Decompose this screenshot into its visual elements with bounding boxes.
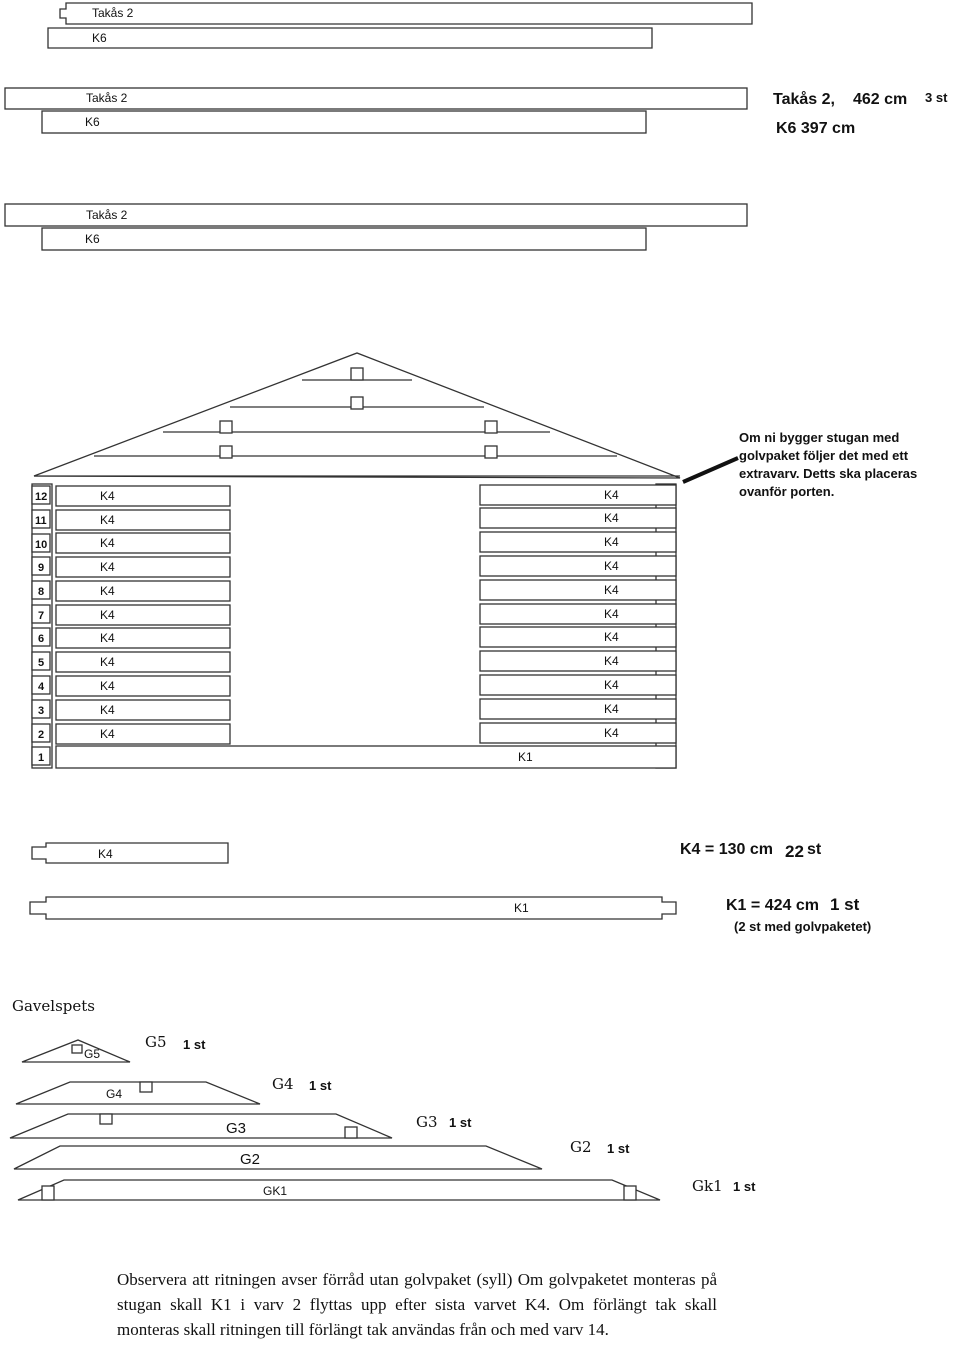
note-line: golvpaket följer det med ett xyxy=(739,448,909,463)
gk1-inner-label: GK1 xyxy=(263,1184,288,1198)
k4-label: K4 xyxy=(604,583,619,597)
k4-label: K4 xyxy=(100,608,115,622)
gable-wall-section xyxy=(32,353,917,768)
takas-board xyxy=(60,3,752,24)
k4-board xyxy=(56,652,230,672)
k4-label: K4 xyxy=(604,630,619,644)
roof-board-pair xyxy=(48,3,752,48)
k4-board xyxy=(480,604,676,624)
row-number: 3 xyxy=(38,705,45,717)
k6-board xyxy=(42,111,646,133)
gk1-piece xyxy=(18,1180,660,1200)
g3-name: G3 xyxy=(416,1113,438,1131)
takas-spec-length: 462 cm xyxy=(853,91,908,108)
k4-label: K4 xyxy=(604,559,619,573)
g3-qty: 1 st xyxy=(449,1115,472,1130)
g4-piece xyxy=(16,1082,260,1104)
k4-board xyxy=(480,580,676,600)
g2-name: G2 xyxy=(570,1138,592,1156)
k4-label: K4 xyxy=(100,513,115,527)
k4-label: K4 xyxy=(604,535,619,549)
k4-label: K4 xyxy=(604,654,619,668)
k1-part-label: K1 xyxy=(514,901,529,915)
row-number: 6 xyxy=(38,633,45,645)
k4-label: K4 xyxy=(100,584,115,598)
k6-label: K6 xyxy=(85,232,100,246)
takas-label: Takås 2 xyxy=(86,91,128,105)
g2-inner-label: G2 xyxy=(240,1151,261,1168)
gable-pieces-section xyxy=(10,997,756,1200)
k4-board xyxy=(56,557,230,577)
g5-inner-label: G5 xyxy=(84,1047,101,1061)
k4-part-label: K4 xyxy=(98,847,113,861)
parts-section xyxy=(30,841,871,934)
k1-qty: 1 st xyxy=(830,895,860,914)
k4-board xyxy=(56,724,230,744)
g4-name: G4 xyxy=(272,1075,294,1093)
k6-label: K6 xyxy=(85,115,100,129)
k4-board xyxy=(480,508,676,528)
k4-board xyxy=(56,605,230,625)
g3-piece xyxy=(10,1114,392,1138)
k4-board xyxy=(480,699,676,719)
footnote-caption: Observera att ritningen avser förråd utan golvpaket (syll) Om golvpaketet monteras på stugan skall K1 i varv 2 flyttas upp efter sista varvet K4. Om förlängt tak skall monteras skall ritningen till förlängt tak användas från och med varv 14. xyxy=(117,1270,717,1339)
k4-board xyxy=(56,676,230,696)
takas-label: Takås 2 xyxy=(92,6,134,20)
k6-board xyxy=(48,28,652,48)
takas-spec-text: Takås 2, xyxy=(773,91,835,108)
k1-note: (2 st med golvpaketet) xyxy=(734,919,872,934)
note-line: ovanför porten. xyxy=(739,484,835,499)
k4-board xyxy=(480,723,676,743)
g5-qty: 1 st xyxy=(183,1037,206,1052)
k4-board xyxy=(56,510,230,530)
k4-spec: K4 = 130 cm xyxy=(680,841,773,858)
k4-label: K4 xyxy=(100,536,115,550)
k4-board xyxy=(56,628,230,648)
k4-part xyxy=(32,843,228,863)
left-k4-column xyxy=(56,486,230,744)
gable-title: Gavelspets xyxy=(12,997,95,1015)
k4-label: K4 xyxy=(100,631,115,645)
g4-inner-label: G4 xyxy=(106,1087,123,1101)
k4-board xyxy=(56,700,230,720)
k4-label: K4 xyxy=(604,678,619,692)
g3-inner-label: G3 xyxy=(226,1120,247,1137)
note-arrow xyxy=(683,458,738,482)
row-number: 1 xyxy=(38,752,45,764)
k4-board xyxy=(480,651,676,671)
k1-label: K1 xyxy=(518,750,533,764)
k4-label: K4 xyxy=(604,726,619,740)
k4-label: K4 xyxy=(100,489,115,503)
takas-label: Takås 2 xyxy=(86,208,128,222)
k1-spec: K1 = 424 cm xyxy=(726,897,819,914)
g2-piece xyxy=(14,1146,542,1169)
k4-label: K4 xyxy=(604,488,619,502)
k4-board xyxy=(56,581,230,601)
row-number: 4 xyxy=(38,681,45,693)
gable-triangle xyxy=(34,353,680,478)
k6-label: K6 xyxy=(92,31,107,45)
k1-part xyxy=(30,897,676,919)
row-number: 12 xyxy=(35,491,48,503)
gk1-name: Gk1 xyxy=(692,1177,723,1195)
k4-unit: st xyxy=(807,841,822,858)
k4-board xyxy=(480,556,676,576)
note-line: Om ni bygger stugan med xyxy=(739,430,900,445)
k4-label: K4 xyxy=(604,702,619,716)
k4-board xyxy=(480,485,676,505)
k4-board xyxy=(480,532,676,552)
k4-label: K4 xyxy=(100,655,115,669)
row-number: 8 xyxy=(38,586,45,598)
g2-qty: 1 st xyxy=(607,1141,630,1156)
row-number: 11 xyxy=(35,515,47,527)
row-number: 10 xyxy=(35,539,48,551)
note-line: extravarv. Detts ska placeras xyxy=(739,466,918,481)
roof-board-pair xyxy=(5,204,747,250)
k4-label: K4 xyxy=(100,703,115,717)
gk1-qty: 1 st xyxy=(733,1179,756,1194)
g4-qty: 1 st xyxy=(309,1078,332,1093)
k6-spec-text: K6 397 cm xyxy=(776,120,856,137)
k4-label: K4 xyxy=(100,679,115,693)
k1-board xyxy=(56,746,676,768)
row-number: 2 xyxy=(38,729,45,741)
row-number: 7 xyxy=(38,610,45,622)
k4-board xyxy=(480,627,676,647)
k6-board xyxy=(42,228,646,250)
k4-board xyxy=(480,675,676,695)
k4-board xyxy=(56,533,230,553)
row-number: 5 xyxy=(38,657,45,669)
k4-qty: 22 xyxy=(785,842,804,861)
g5-name: G5 xyxy=(145,1033,167,1051)
row-number: 9 xyxy=(38,562,45,574)
takas-spec-qty: 3 st xyxy=(925,90,948,105)
k4-label: K4 xyxy=(604,607,619,621)
right-k4-column xyxy=(480,485,676,743)
k4-board xyxy=(56,486,230,506)
k4-label: K4 xyxy=(604,511,619,525)
roof-boards-section xyxy=(5,3,948,250)
k4-label: K4 xyxy=(100,727,115,741)
roof-board-pair xyxy=(5,88,747,133)
k4-label: K4 xyxy=(100,560,115,574)
